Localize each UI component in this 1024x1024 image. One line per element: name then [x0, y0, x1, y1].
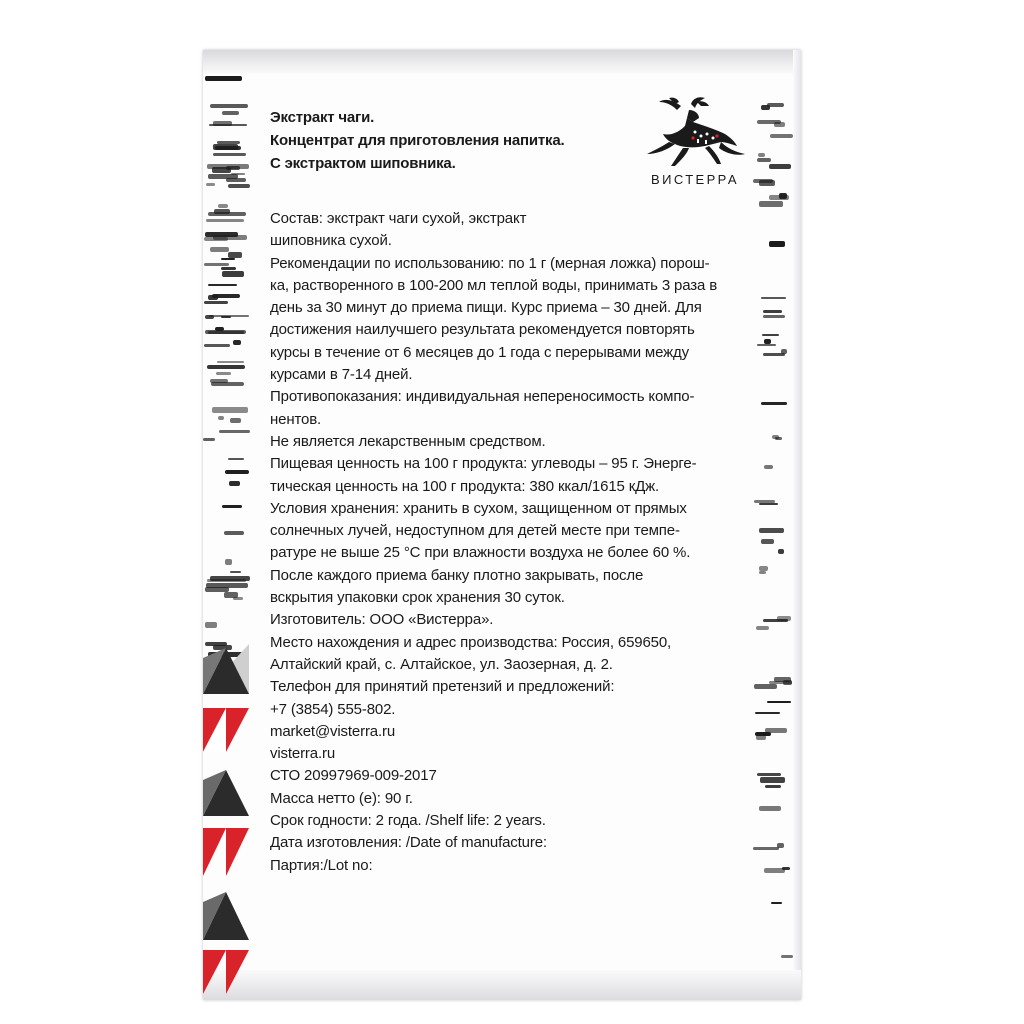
bark-stripe [228, 252, 242, 258]
bark-stripe [230, 418, 241, 424]
body-line: visterra.ru [270, 745, 336, 763]
body-line: market@visterra.ru [270, 722, 396, 740]
bark-stripe [214, 209, 230, 214]
bark-stripe [210, 379, 227, 383]
body-line: нентов. [270, 410, 322, 428]
body-line: Место нахождения и адрес производства: Россия, 659650, [270, 633, 672, 651]
birch-bark-pattern-left [203, 74, 251, 664]
bark-stripe [205, 587, 229, 591]
triangle-red [203, 828, 226, 876]
bark-stripe [213, 153, 246, 156]
bark-stripe [224, 531, 244, 535]
bark-stripe [218, 204, 228, 208]
bark-stripe [771, 902, 782, 904]
body-line: Масса нетто (е): 90 г. [270, 789, 413, 807]
bark-stripe [221, 258, 234, 260]
bark-stripe [212, 407, 249, 413]
bark-stripe [225, 470, 249, 474]
bark-stripe [215, 327, 224, 332]
bark-stripe [222, 505, 242, 508]
bark-stripe [222, 111, 239, 116]
bark-stripe [205, 622, 217, 628]
body-line: Рекомендации по использованию: по 1 г (мерная ложка) порош- [270, 254, 710, 272]
label-text [270, 106, 790, 877]
body-line: шиповника сухой. [270, 232, 392, 250]
body-line: СТО 20997969-009-2017 [270, 767, 437, 785]
brand-name: ВИСТЕРРА [651, 172, 739, 187]
bark-stripe [226, 178, 246, 181]
bark-stripe [225, 559, 232, 564]
body-line: После каждого приема банку плотно закрывать, после [270, 566, 644, 584]
body-line: Партия:/Lot no: [270, 856, 373, 874]
bark-stripe [229, 481, 241, 486]
body-line: +7 (3854) 555-802. [270, 700, 396, 718]
bark-stripe [206, 583, 248, 587]
bark-stripe [206, 183, 215, 186]
body-line: ратуре не выше 25 °С при влажности воздуха не более 60 %. [270, 544, 691, 562]
triangle-red [226, 950, 249, 994]
title-line: Экстракт чаги. [270, 109, 375, 126]
product-description [270, 208, 790, 877]
bark-stripe [204, 263, 230, 266]
body-line: курсы в течение от 6 месяцев до 1 года с перерывами между [270, 343, 689, 361]
bark-stripe [206, 219, 244, 222]
bark-stripe [209, 124, 247, 127]
bark-stripe [208, 284, 237, 286]
bark-stripe [218, 416, 224, 420]
body-line: курсами в 7-14 дней. [270, 366, 413, 384]
body-line: ка, растворенного в 100-200 мл теплой воды, принимать 3 раза в [270, 276, 718, 294]
body-line: Дата изготовления: /Date of manufacture: [270, 834, 547, 852]
bark-stripe [210, 104, 248, 107]
bark-stripe [233, 597, 244, 600]
bark-stripe [205, 76, 242, 81]
bark-stripe [231, 173, 245, 175]
bark-stripe [210, 247, 229, 252]
body-line: Противопоказания: индивидуальная непереносимость компо- [270, 388, 695, 406]
body-line: достижения наилучшего результата рекомендуется повторять [270, 321, 695, 339]
bark-stripe [219, 430, 251, 433]
bark-stripe [224, 592, 238, 598]
deer-icon [635, 96, 755, 168]
bark-stripe [208, 331, 244, 334]
triangle-red [226, 828, 249, 876]
bark-stripe [228, 458, 244, 460]
triangle-red [226, 708, 249, 752]
bark-stripe [215, 146, 241, 150]
bark-stripe [203, 438, 215, 440]
bark-stripe [207, 579, 246, 583]
body-line: Не является лекарственным средством. [270, 432, 546, 450]
bark-stripe [207, 365, 245, 370]
bark-stripe [221, 267, 235, 270]
body-line: Алтайский край, с. Алтайское, ул. Заозерная, д. 2. [270, 655, 613, 673]
body-line: Состав: экстракт чаги сухой, экстракт [270, 210, 527, 227]
body-line: Срок годности: 2 года. /Shelf life: 2 years. [270, 812, 546, 830]
bark-stripe [230, 571, 241, 573]
bark-stripe [213, 235, 247, 239]
bark-stripe [217, 361, 244, 363]
bark-stripe [212, 167, 231, 173]
body-line: Изготовитель: ООО «Вистерра». [270, 611, 494, 629]
bark-stripe [216, 372, 231, 375]
body-line: день за 30 минут до приема пищи. Курс приема – 30 дней. Для [270, 299, 702, 317]
bark-stripe [781, 955, 792, 958]
triangle-red [203, 950, 226, 994]
title-line: Концентрат для приготовления напитка. [270, 132, 565, 149]
bark-stripe [228, 184, 250, 188]
bark-stripe [208, 295, 217, 301]
bark-stripe [222, 271, 244, 277]
bark-stripe [233, 340, 241, 344]
bark-stripe [209, 315, 249, 317]
bark-stripe [204, 301, 229, 304]
bark-stripe [204, 344, 229, 347]
body-line: вскрытия упаковки срок хранения 30 суток. [270, 589, 565, 607]
body-line: Телефон для принятий претензий и предложений: [270, 678, 615, 696]
package-top-edge [203, 50, 801, 74]
package-label [203, 50, 801, 1000]
triangle-ornament [203, 644, 249, 994]
package-bottom-edge [203, 970, 801, 1000]
body-line: солнечных лучей, недоступном для детей месте при темпе- [270, 522, 680, 540]
body-line: Пищевая ценность на 100 г продукта: углеводы – 95 г. Энерге- [270, 455, 697, 473]
brand-logo [635, 96, 755, 196]
package-right-edge [793, 50, 801, 1000]
body-line: тическая ценность на 100 г продукта: 380 ккал/1615 кДж. [270, 477, 660, 495]
title-line: С экстрактом шиповника. [270, 155, 456, 172]
body-line: Условия хранения: хранить в сухом, защищенном от прямых [270, 499, 687, 517]
